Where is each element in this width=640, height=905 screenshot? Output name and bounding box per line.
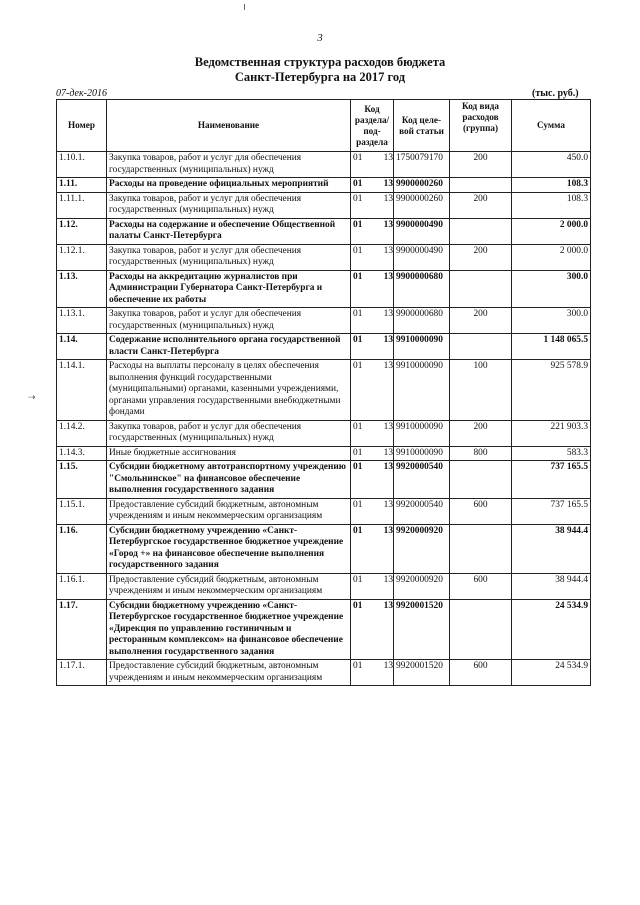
row-name: Субсидии бюджетному автотранспортному учреждению "Смольнинское" на финансовое обеспечение выполнения государственного задания [107, 461, 351, 499]
row-number: 1.16. [57, 524, 107, 573]
row-section-code [351, 461, 394, 499]
budget-table [56, 99, 591, 686]
title-line-1: Ведомственная структура расходов бюджета [194, 55, 446, 69]
row-kind-code: 600 [450, 660, 512, 686]
table-row [57, 192, 591, 218]
row-section: 01 [353, 309, 363, 319]
row-target-code: 9910000090 [394, 360, 450, 421]
row-number: 1.17. [57, 599, 107, 660]
row-subsection: 13 [383, 525, 393, 536]
table-row [57, 218, 591, 244]
table-row [57, 498, 591, 524]
row-sum: 38 944.4 [512, 573, 591, 599]
row-number: 1.14.3. [57, 446, 107, 461]
table-row [57, 660, 591, 686]
row-sum: 24 534.9 [512, 660, 591, 686]
table-row [57, 573, 591, 599]
row-target-code: 9900000680 [394, 270, 450, 308]
row-subsection: 13 [383, 447, 393, 458]
row-kind-code: 200 [450, 244, 512, 270]
row-section: 01 [353, 361, 363, 371]
row-name: Предоставление субсидий бюджетным, автономным учреждениям и иным некоммерческим организациям [107, 660, 351, 686]
table-row [57, 461, 591, 499]
row-target-code: 9910000090 [394, 334, 450, 360]
row-target-code: 9920001520 [394, 660, 450, 686]
row-name: Закупка товаров, работ и услуг для обеспечения государственных (муниципальных) нужд [107, 244, 351, 270]
row-subsection: 13 [383, 600, 393, 611]
table-row [57, 334, 591, 360]
row-kind-code [450, 270, 512, 308]
row-section: 01 [353, 153, 363, 163]
row-name: Расходы на аккредитацию журналистов при Администрации Губернатора Санкт-Петербурга и обеспечение их работы [107, 270, 351, 308]
row-section: 01 [353, 525, 363, 536]
table-row [57, 308, 591, 334]
row-section: 01 [353, 193, 363, 204]
header-name: Наименование [107, 100, 351, 152]
table-row [57, 446, 591, 461]
row-sum: 1 148 065.5 [512, 334, 591, 360]
row-subsection: 13 [383, 421, 393, 432]
row-kind-code [450, 218, 512, 244]
header-target: Код целе-вой статьи [394, 100, 450, 152]
units-label: (тыс. руб.) [532, 88, 579, 99]
row-target-code: 9900000260 [394, 178, 450, 193]
row-kind-code: 200 [450, 420, 512, 446]
row-kind-code: 200 [450, 308, 512, 334]
row-section-code [351, 573, 394, 599]
row-target-code: 9920000920 [394, 573, 450, 599]
row-name: Расходы на содержание и обеспечение Общественной палаты Санкт-Петербурга [107, 218, 351, 244]
row-sum: 24 534.9 [512, 599, 591, 660]
header-sum: Сумма [512, 100, 591, 152]
row-kind-code [450, 599, 512, 660]
row-subsection: 13 [383, 574, 393, 585]
row-section-code [351, 498, 394, 524]
row-sum: 450.0 [512, 152, 591, 178]
table-row [57, 360, 591, 421]
row-subsection: 13 [383, 153, 393, 163]
row-target-code: 9900000680 [394, 308, 450, 334]
row-section: 01 [353, 447, 363, 458]
table-row [57, 524, 591, 573]
row-sum: 925 578.9 [512, 360, 591, 421]
row-section-code [351, 420, 394, 446]
table-row [57, 244, 591, 270]
row-section-code [351, 178, 394, 193]
row-sum: 38 944.4 [512, 524, 591, 573]
row-section: 01 [353, 335, 363, 345]
row-section: 01 [353, 421, 363, 432]
row-subsection: 13 [383, 179, 393, 189]
row-section-code [351, 660, 394, 686]
row-section-code [351, 192, 394, 218]
row-number: 1.14. [57, 334, 107, 360]
row-name: Закупка товаров, работ и услуг для обеспечения государственных (муниципальных) нужд [107, 192, 351, 218]
row-kind-code [450, 178, 512, 193]
row-number: 1.17.1. [57, 660, 107, 686]
row-target-code: 9910000090 [394, 446, 450, 461]
row-target-code: 9920001520 [394, 599, 450, 660]
row-number: 1.11. [57, 178, 107, 193]
row-section-code [351, 308, 394, 334]
row-subsection: 13 [383, 271, 393, 282]
row-name: Субсидии бюджетному учреждению «Санкт-Петербургское государственное бюджетное учреждение «Город +» на финансовое обеспечение выполнения государственного задания [107, 524, 351, 573]
row-target-code: 9910000090 [394, 420, 450, 446]
row-subsection: 13 [383, 661, 393, 671]
table-row [57, 599, 591, 660]
row-subsection: 13 [383, 462, 393, 472]
row-section-code [351, 218, 394, 244]
row-kind-code: 600 [450, 498, 512, 524]
row-kind-code: 100 [450, 360, 512, 421]
row-sum: 737 165.5 [512, 498, 591, 524]
row-section: 01 [353, 179, 363, 189]
row-name: Закупка товаров, работ и услуг для обеспечения государственных (муниципальных) нужд [107, 420, 351, 446]
row-kind-code [450, 334, 512, 360]
row-section-code [351, 334, 394, 360]
row-section: 01 [353, 574, 363, 585]
row-target-code: 9920000920 [394, 524, 450, 573]
row-kind-code [450, 524, 512, 573]
row-number: 1.13. [57, 270, 107, 308]
row-kind-code: 800 [450, 446, 512, 461]
row-sum: 2 000.0 [512, 244, 591, 270]
row-target-code: 9900000260 [394, 192, 450, 218]
row-section: 01 [353, 271, 363, 282]
page-number: 3 [317, 32, 323, 44]
row-sum: 583.3 [512, 446, 591, 461]
row-number: 1.12.1. [57, 244, 107, 270]
row-section-code [351, 446, 394, 461]
row-name: Закупка товаров, работ и услуг для обеспечения государственных (муниципальных) нужд [107, 308, 351, 334]
row-section-code [351, 244, 394, 270]
row-subsection: 13 [383, 245, 393, 256]
row-kind-code: 200 [450, 152, 512, 178]
row-target-code: 1750079170 [394, 152, 450, 178]
row-subsection: 13 [383, 499, 393, 510]
row-section: 01 [353, 600, 363, 611]
row-section-code [351, 524, 394, 573]
row-number: 1.12. [57, 218, 107, 244]
row-section: 01 [353, 462, 363, 472]
row-sum: 737 165.5 [512, 461, 591, 499]
title-line-2: Санкт-Петербурга на 2017 год [234, 70, 406, 84]
row-subsection: 13 [383, 361, 393, 371]
row-section-code [351, 270, 394, 308]
row-kind-code: 200 [450, 192, 512, 218]
header-number: Номер [57, 100, 107, 152]
row-section-code [351, 360, 394, 421]
row-sum: 108.3 [512, 178, 591, 193]
table-row [57, 420, 591, 446]
header-kind: Код вида расходов (группа) [450, 100, 512, 152]
row-name: Расходы на проведение официальных мероприятий [107, 178, 351, 193]
row-subsection: 13 [383, 335, 393, 345]
row-subsection: 13 [383, 309, 393, 319]
document-date: 07-дек-2016 [56, 88, 107, 99]
row-number: 1.11.1. [57, 192, 107, 218]
row-sum: 108.3 [512, 192, 591, 218]
row-target-code: 9900000490 [394, 244, 450, 270]
row-kind-code [450, 461, 512, 499]
row-section: 01 [353, 499, 363, 510]
row-name: Иные бюджетные ассигнования [107, 446, 351, 461]
row-section: 01 [353, 219, 363, 230]
row-number: 1.15.1. [57, 498, 107, 524]
row-subsection: 13 [383, 193, 393, 204]
row-section-code [351, 152, 394, 178]
header-section: Код раздела/ под-раздела [351, 100, 394, 152]
row-number: 1.13.1. [57, 308, 107, 334]
row-sum: 2 000.0 [512, 218, 591, 244]
table-row [57, 270, 591, 308]
document-title [0, 55, 640, 85]
table-row [57, 178, 591, 193]
row-name: Содержание исполнительного органа государственной власти Санкт-Петербурга [107, 334, 351, 360]
row-number: 1.14.1. [57, 360, 107, 421]
row-section: 01 [353, 245, 363, 256]
row-section-code [351, 599, 394, 660]
row-sum: 300.0 [512, 308, 591, 334]
row-target-code: 9920000540 [394, 498, 450, 524]
row-number: 1.14.2. [57, 420, 107, 446]
row-section: 01 [353, 661, 363, 671]
row-name: Расходы на выплаты персоналу в целях обеспечения выполнения функций государственными (муниципальными) органами, казенными учреждениями, органами управления государственными внебюджетными фондами [107, 360, 351, 421]
row-name: Предоставление субсидий бюджетным, автономным учреждениям и иным некоммерческим организациям [107, 498, 351, 524]
row-name: Предоставление субсидий бюджетным, автономным учреждениям и иным некоммерческим организациям [107, 573, 351, 599]
row-kind-code: 600 [450, 573, 512, 599]
row-target-code: 9920000540 [394, 461, 450, 499]
row-number: 1.10.1. [57, 152, 107, 178]
scan-speck [244, 4, 245, 10]
row-target-code: 9900000490 [394, 218, 450, 244]
table-row [57, 152, 591, 178]
margin-mark-icon: ⇢ [28, 393, 36, 403]
row-sum: 300.0 [512, 270, 591, 308]
row-sum: 221 903.3 [512, 420, 591, 446]
row-number: 1.16.1. [57, 573, 107, 599]
row-name: Субсидии бюджетному учреждению «Санкт-Петербургское государственное бюджетное учреждение «Дирекция по управлению гостиничным и ресторанным комплексом» на финансовое обеспечение выполнения государственного задания [107, 599, 351, 660]
row-number: 1.15. [57, 461, 107, 499]
row-subsection: 13 [383, 219, 393, 230]
row-name: Закупка товаров, работ и услуг для обеспечения государственных (муниципальных) нужд [107, 152, 351, 178]
table-header-row [57, 100, 591, 152]
